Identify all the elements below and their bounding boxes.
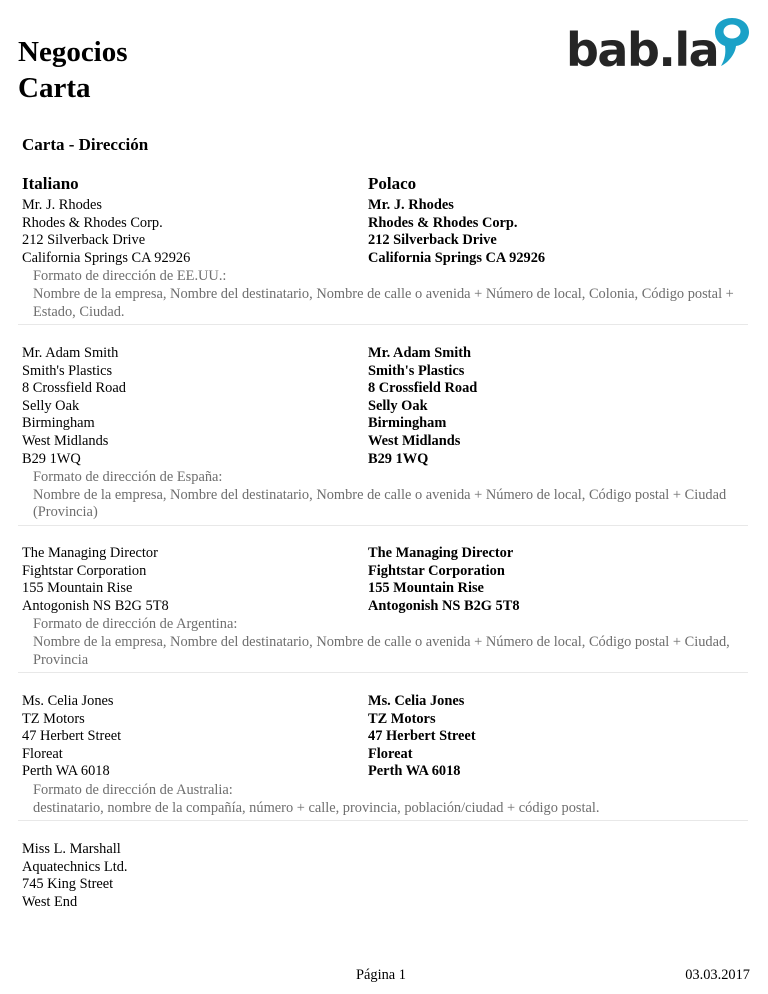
address-right [368,345,477,468]
address-line: Smith's Plastics [368,362,465,379]
format-note [33,268,748,321]
address-left [22,841,128,911]
address-line: Mr. Adam Smith [22,345,119,361]
format-note-title: Formato de dirección de Australia: [33,782,233,798]
address-line: Selly Oak [368,397,428,414]
address-line: TZ Motors [22,710,85,727]
address-line: Rhodes & Rhodes Corp. [22,214,163,231]
address-line: Perth WA 6018 [22,763,110,780]
address-line: 155 Mountain Rise [368,580,484,597]
address-line: California Springs CA 92926 [368,249,546,266]
address-line: 212 Silverback Drive [22,232,146,249]
address-right [368,197,545,267]
page-title-line: Negocios [18,36,128,68]
format-note-title: Formato de dirección de EE.UU.: [33,268,227,285]
address-line: Aquatechnics Ltd. [22,858,128,875]
section-title: Carta - Dirección [22,135,149,154]
address-line: TZ Motors [368,710,436,727]
address-line: Perth WA 6018 [368,763,461,780]
address-line: California Springs CA 92926 [22,249,191,266]
address-line: B29 1WQ [22,450,81,467]
address-line: The Managing Director [22,545,158,561]
address-line: Antogonish NS B2G 5T8 [368,597,520,614]
format-note [33,616,748,669]
format-note-text: Nombre de la empresa, Nombre del destinatario, Nombre de calle o avenida + Número de local, Colonia, Código postal + Estado, Ciudad. [33,285,734,320]
address-line: Fightstar Corporation [22,562,147,579]
address-line: The Managing Director [368,545,514,561]
address-left [22,545,169,615]
speech-bubble-icon [712,16,752,72]
address-line: 8 Crossfield Road [368,380,478,397]
page-title [18,34,128,106]
address-right [368,693,476,781]
format-note-text: destinatario, nombre de la compañía, número + calle, provincia, población/ciudad + código postal. [33,799,600,816]
address-line: Floreat [22,745,63,762]
format-note [33,782,748,817]
format-note-text: Nombre de la empresa, Nombre del destinatario, Nombre de calle o avenida + Número de local, Código postal + Ciudad, Provincia [33,633,730,668]
address-right [368,545,520,615]
column-header-right: Polaco [368,174,417,193]
address-line: West Midlands [368,432,461,449]
format-note-text: Nombre de la empresa, Nombre del destinatario, Nombre de calle o avenida + Número de local, Código postal + Ciudad (Provincia) [33,486,727,521]
address-left [22,693,121,781]
address-line: Birmingham [22,415,95,432]
address-line: West End [22,893,78,910]
document-date: 03.03.2017 [685,967,750,983]
address-line: West Midlands [22,432,109,449]
address-line: 47 Herbert Street [368,728,476,745]
address-line: Mr. J. Rhodes [368,197,454,213]
address-line: 745 King Street [22,876,114,893]
page-number: Página 1 [356,967,406,983]
address-line: Floreat [368,745,413,762]
address-left [22,197,190,267]
entry-divider [18,820,748,821]
address-line: Rhodes & Rhodes Corp. [368,214,518,231]
address-line: Mr. J. Rhodes [22,197,102,213]
column-header-left: Italiano [22,174,79,193]
address-line: 155 Mountain Rise [22,580,133,597]
format-note-title: Formato de dirección de España: [33,469,223,486]
address-line: Ms. Celia Jones [22,693,114,709]
address-line: Miss L. Marshall [22,841,121,857]
logo-text: bab.la [566,23,719,77]
bab-la-logo [566,16,752,76]
address-line: 8 Crossfield Road [22,380,126,397]
address-line: Birmingham [368,415,447,432]
address-line: Ms. Celia Jones [368,693,465,709]
address-line: 47 Herbert Street [22,728,122,745]
page-title-line: Carta [18,72,91,104]
address-line: Antogonish NS B2G 5T8 [22,597,169,614]
format-note-title: Formato de dirección de Argentina: [33,616,238,633]
address-line: B29 1WQ [368,450,429,467]
format-note [33,469,748,522]
address-line: Smith's Plastics [22,362,113,379]
address-line: Mr. Adam Smith [368,345,472,361]
entry-divider [18,672,748,673]
address-line: Selly Oak [22,397,80,414]
entry-divider [18,525,748,526]
entry-divider [18,324,748,325]
address-line: Fightstar Corporation [368,562,505,579]
address-line: 212 Silverback Drive [368,232,497,249]
address-left [22,345,126,468]
